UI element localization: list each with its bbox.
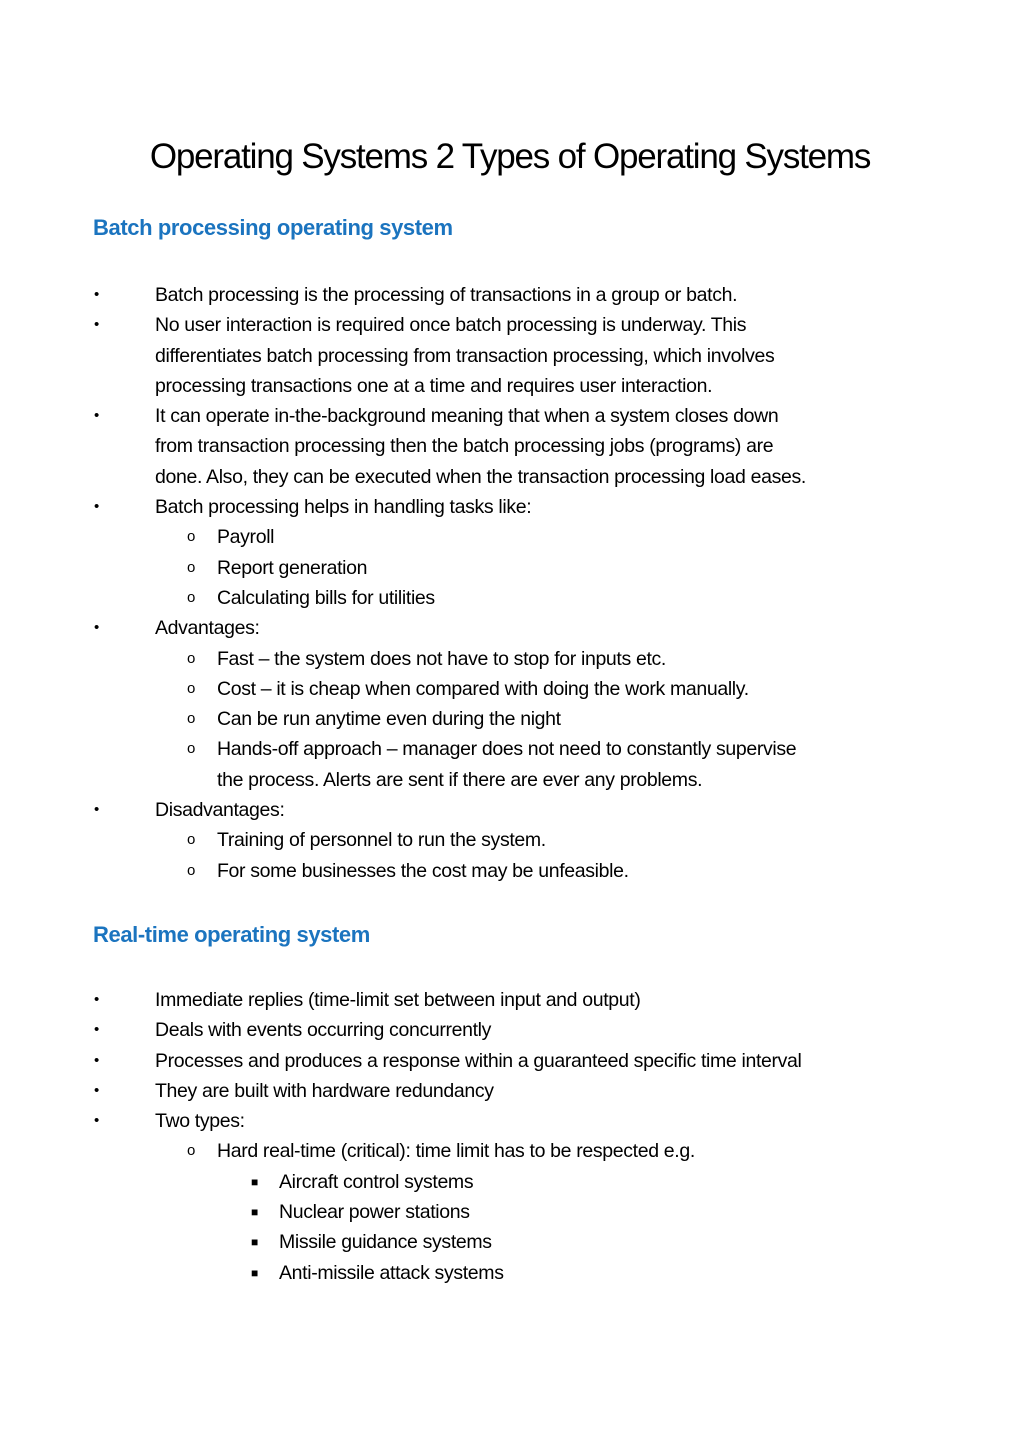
list-item-level-2 xyxy=(0,583,1020,613)
list-item-text: Hard real-time (critical): time limit has to be respected e.g. xyxy=(217,1140,695,1163)
list-item-text: from transaction processing then the batch processing jobs (programs) are xyxy=(155,435,774,458)
bullet-dot-icon: • xyxy=(94,286,99,303)
list-item-level-2 xyxy=(0,644,1020,674)
list-item-text: Hands-off approach – manager does not need to constantly supervise xyxy=(217,738,797,761)
bullet-dot-icon: • xyxy=(94,407,99,425)
list-item-text: Can be run anytime even during the night xyxy=(217,708,561,731)
list-item-text: Advantages: xyxy=(155,617,260,640)
list-item-text: Missile guidance systems xyxy=(279,1231,492,1254)
list-item-text: Two types: xyxy=(155,1110,245,1133)
list-item-level-3 xyxy=(0,1227,1020,1257)
list-item-level-2 xyxy=(0,704,1020,734)
bullet-square-icon: ■ xyxy=(251,1174,258,1189)
list-item-text: Disadvantages: xyxy=(155,799,285,822)
list-item-text: Batch processing helps in handling tasks like: xyxy=(155,496,532,519)
bullet-dot-icon: • xyxy=(94,1021,99,1039)
bullet-square-icon: ■ xyxy=(251,1265,258,1280)
bullet-dot-icon: • xyxy=(94,1112,99,1130)
list-item-level-2 xyxy=(0,734,1020,764)
list-item-level-2 xyxy=(0,765,1020,795)
list-item-level-3 xyxy=(0,1167,1020,1197)
list-item-text: It can operate in-the-background meaning that when a system closes down xyxy=(155,405,779,428)
batch-processing-list xyxy=(0,280,1020,886)
bullet-square-icon: ■ xyxy=(251,1205,258,1220)
bullet-circle-icon: o xyxy=(187,558,195,576)
bullet-dot-icon: • xyxy=(94,1081,99,1099)
bullet-square-icon: ■ xyxy=(251,1235,258,1250)
bullet-circle-icon: o xyxy=(187,528,195,546)
bullet-circle-icon: o xyxy=(187,740,195,758)
bullet-circle-icon: o xyxy=(187,649,195,667)
bullet-circle-icon: o xyxy=(187,710,195,728)
list-item-text: For some businesses the cost may be unfeasible. xyxy=(217,859,629,882)
section-heading-batch: Batch processing operating system xyxy=(93,215,453,240)
list-item-level-2 xyxy=(0,674,1020,704)
list-item-level-1 xyxy=(0,310,1020,340)
list-item-text: done. Also, they can be executed when the transaction processing load eases. xyxy=(155,465,806,488)
list-item-level-1 xyxy=(0,492,1020,522)
list-item-level-1 xyxy=(0,795,1020,825)
list-item-level-1 xyxy=(0,280,1020,310)
list-item-text: Payroll xyxy=(217,526,275,549)
list-item-text: Aircraft control systems xyxy=(279,1170,474,1193)
list-item-level-2 xyxy=(0,825,1020,855)
page-title: Operating Systems 2 Types of Operating Systems xyxy=(149,137,871,176)
list-item-level-1 xyxy=(0,431,1020,461)
bullet-circle-icon: o xyxy=(187,861,195,879)
list-item-level-2 xyxy=(0,522,1020,552)
list-item-level-1 xyxy=(0,462,1020,492)
list-item-text: Batch processing is the processing of transactions in a group or batch. xyxy=(155,284,738,306)
bullet-circle-icon: o xyxy=(187,679,195,697)
list-item-text: Processes and produces a response within a guaranteed specific time interval xyxy=(155,1049,802,1072)
list-item-text: the process. Alerts are sent if there are ever any problems. xyxy=(217,768,703,791)
list-item-text: Cost – it is cheap when compared with doing the work manually. xyxy=(217,677,749,700)
list-item-text: Immediate replies (time-limit set between input and output) xyxy=(155,989,641,1011)
bullet-dot-icon: • xyxy=(94,1051,99,1069)
list-item-text: Training of personnel to run the system. xyxy=(217,829,546,852)
bullet-circle-icon: o xyxy=(187,1142,195,1160)
list-item-text: Calculating bills for utilities xyxy=(217,586,435,609)
bullet-circle-icon: o xyxy=(187,831,195,849)
list-item-level-2 xyxy=(0,1136,1020,1166)
list-item-text: processing transactions one at a time and requires user interaction. xyxy=(155,374,713,397)
list-item-level-3 xyxy=(0,1197,1020,1227)
list-item-level-1 xyxy=(0,613,1020,643)
list-item-level-3 xyxy=(0,1258,1020,1288)
real-time-list xyxy=(0,985,1020,1288)
bullet-dot-icon: • xyxy=(94,316,99,334)
list-item-level-1 xyxy=(0,985,1020,1015)
list-item-level-1 xyxy=(0,341,1020,371)
list-item-level-1 xyxy=(0,401,1020,431)
list-item-text: differentiates batch processing from transaction processing, which involves xyxy=(155,344,775,367)
list-item-level-1 xyxy=(0,1046,1020,1076)
list-item-text: No user interaction is required once batch processing is underway. This xyxy=(155,314,747,337)
list-item-level-1 xyxy=(0,371,1020,401)
list-item-text: Fast – the system does not have to stop for inputs etc. xyxy=(217,647,666,670)
bullet-dot-icon: • xyxy=(94,991,99,1008)
list-item-level-1 xyxy=(0,1015,1020,1045)
list-item-text: Deals with events occurring concurrently xyxy=(155,1019,492,1042)
bullet-dot-icon: • xyxy=(94,619,99,637)
list-item-level-1 xyxy=(0,1076,1020,1106)
list-item-level-1 xyxy=(0,1106,1020,1136)
section-heading-real-time: Real-time operating system xyxy=(93,922,370,947)
bullet-circle-icon: o xyxy=(187,588,195,606)
list-item-text: Anti-missile attack systems xyxy=(279,1261,504,1284)
list-item-text: Report generation xyxy=(217,556,368,579)
list-item-level-2 xyxy=(0,856,1020,886)
list-item-text: They are built with hardware redundancy xyxy=(155,1079,494,1102)
list-item-level-2 xyxy=(0,553,1020,583)
bullet-dot-icon: • xyxy=(94,498,99,516)
list-item-text: Nuclear power stations xyxy=(279,1201,470,1224)
bullet-dot-icon: • xyxy=(94,801,99,819)
